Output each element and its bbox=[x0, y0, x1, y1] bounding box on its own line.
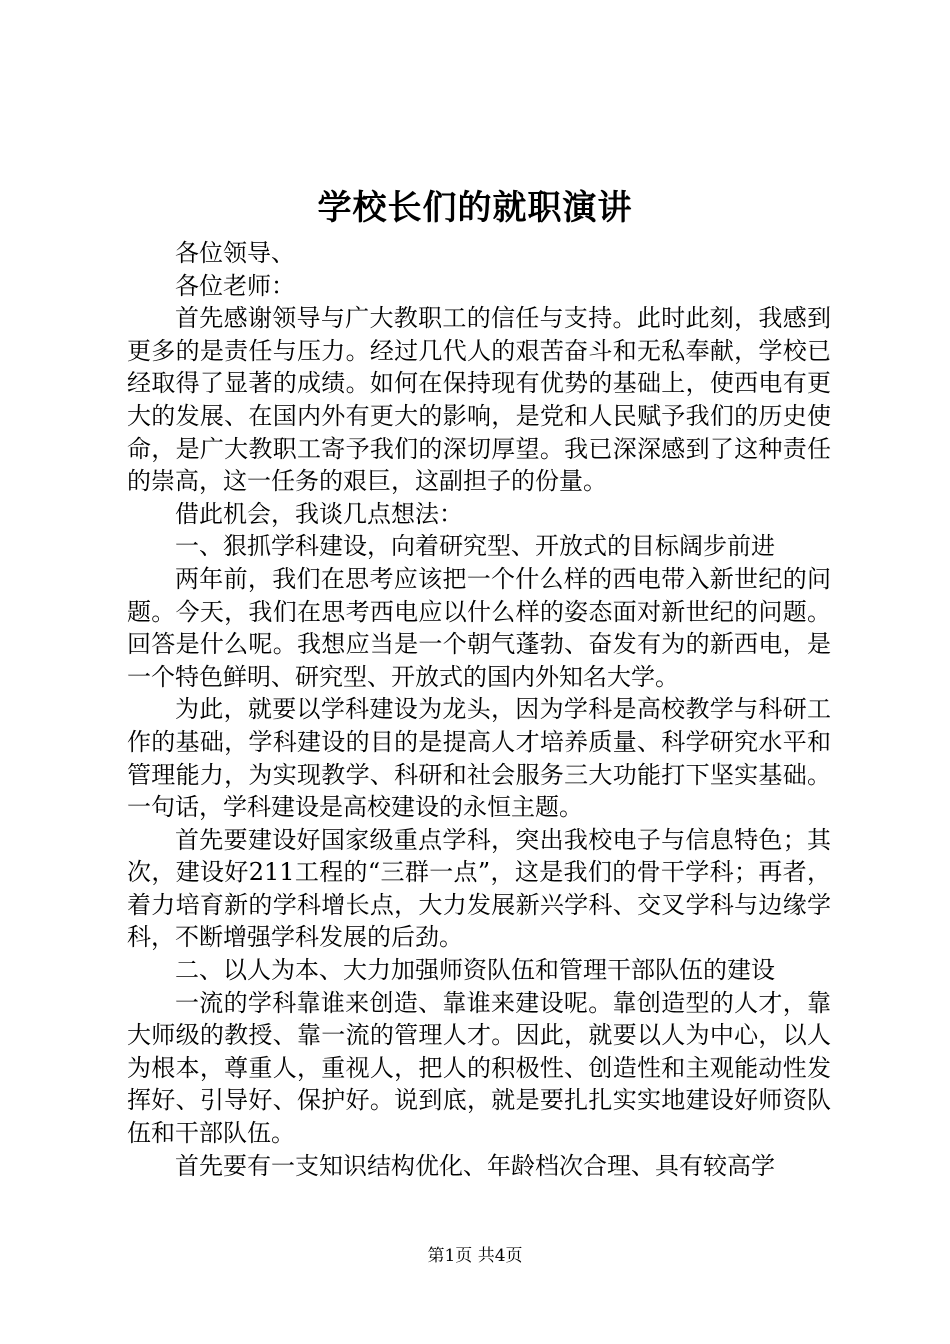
paragraph-intro-thoughts: 借此机会，我谈几点想法： bbox=[175, 499, 463, 528]
paragraph: 首先要建设好国家级重点学科，突出我校电子与信息特色；其次，建设好211工程的“三群一点”，这是我们的骨干学科；再者，着力培育新的学科增长点，大力发展新兴学科、交叉学科与边缘学科，不断增强学科发展的后劲。 bbox=[127, 825, 831, 952]
paragraph: 两年前，我们在思考应该把一个什么样的西电带入新世纪的问题。今天，我们在思考西电应以什么样的姿态面对新世纪的问题。回答是什么呢。我想应当是一个朝气蓬勃、奋发有为的新西电，是一个特色鲜明、研究型、开放式的国内外知名大学。 bbox=[127, 564, 831, 691]
page-footer: 第1页 共4页 bbox=[427, 1246, 523, 1266]
document-body bbox=[127, 237, 831, 1182]
salutation-teachers: 各位老师： bbox=[175, 271, 295, 300]
salutation-leaders: 各位领导、 bbox=[175, 239, 295, 267]
document-title: 学校长们的就职演讲 bbox=[317, 188, 633, 228]
paragraph: 一流的学科靠谁来创造、靠谁来建设呢。靠创造型的人才，靠大师级的教授、靠一流的管理人才。因此，就要以人为中心，以人为根本，尊重人，重视人，把人的积极性、创造性和主观能动性发挥好、引导好、保护好。说到底，就是要扎扎实实地建设好师资队伍和干部队伍。 bbox=[127, 988, 831, 1148]
section-heading-2: 二、以人为本、大力加强师资队伍和管理干部队伍的建设 bbox=[175, 956, 775, 985]
paragraph: 为此，就要以学科建设为龙头，因为学科是高校教学与科研工作的基础，学科建设的目的是提高人才培养质量、科学研究水平和管理能力，为实现教学、科研和社会服务三大功能打下坚实基础。一句话，学科建设是高校建设的永恒主题。 bbox=[127, 695, 831, 822]
paragraph: 首先要有一支知识结构优化、年龄档次合理、具有较高学 bbox=[175, 1151, 775, 1180]
section-heading-1: 一、狠抓学科建设，向着研究型、开放式的目标阔步前进 bbox=[175, 532, 775, 561]
paragraph-opening: 首先感谢领导与广大教职工的信任与支持。此时此刻，我感到更多的是责任与压力。经过几代人的艰苦奋斗和无私奉献，学校已经取得了显著的成绩。如何在保持现有优势的基础上，使西电有更大的发展、在国内外有更大的影响，是党和人民赋予我们的历史使命，是广大教职工寄予我们的深切厚望。我已深深感到了这种责任的崇高，这一任务的艰巨，这副担子的份量。 bbox=[127, 304, 831, 496]
